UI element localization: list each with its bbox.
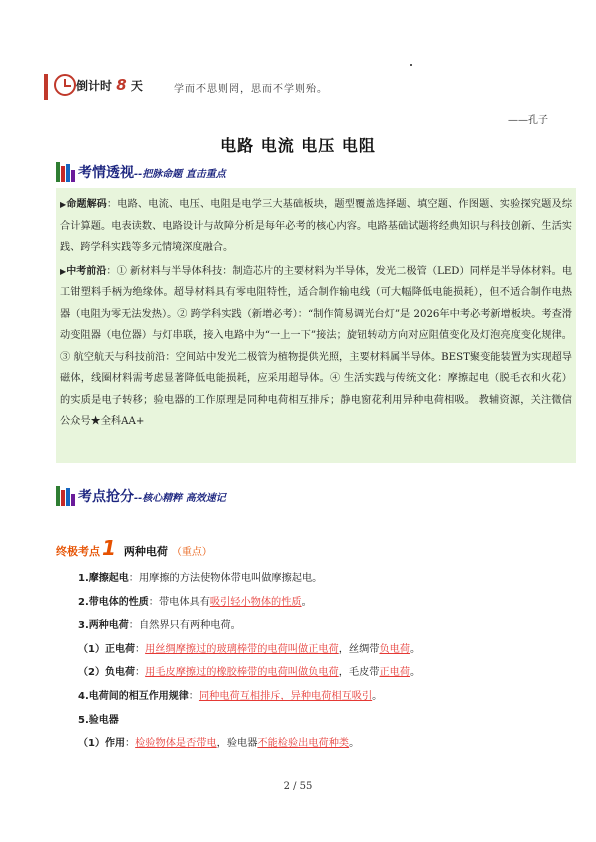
item-text: ： [188, 690, 199, 702]
countdown-text [76, 76, 143, 94]
item-text: ：用摩擦的方法使物体带电叫做摩擦起电。 [128, 573, 323, 584]
list-item [78, 594, 578, 618]
quote-text: 学而不思则罔，思而不学则殆。 [174, 84, 328, 95]
paragraph-text: ：电路、电流、电压、电阻是电学三大基础板块，题型覆盖选择题、填空题、作图题、实验探究题及综合计算题。电表读数、电路设计与故障分析是每年必考的核心内容。电路基础试题将经典知识与科技创新、生活实践、跨学科实践等多元情境深度融合。 [60, 199, 573, 253]
section-title-main: 考点抢分 [78, 489, 134, 505]
quote-author: ——孔子 [508, 115, 548, 126]
analysis-box [56, 188, 576, 463]
countdown-number: 8 [116, 76, 127, 94]
item-label: 3.两种电荷 [78, 620, 129, 632]
item-highlight: 不能检验出电荷种类 [257, 738, 350, 750]
item-text: ： [134, 667, 146, 679]
item-highlight: 吸引轻小物体的性质 [209, 596, 302, 608]
books-icon [56, 160, 76, 182]
analysis-paragraph-1 [60, 194, 572, 259]
analysis-paragraph-2 [60, 261, 572, 433]
list-item [78, 712, 578, 736]
item-text: ，验电器 [216, 738, 258, 750]
item-text: 。 [410, 667, 421, 679]
books-icon [56, 484, 76, 506]
item-text: 。 [349, 738, 360, 750]
page-title: 电路 电流 电压 电阻 [220, 136, 376, 155]
section-title-main: 考情透视 [78, 165, 134, 181]
countdown-badge [44, 72, 154, 100]
list-item [78, 688, 578, 712]
item-label: （1）正电荷 [78, 643, 135, 655]
paragraph-text: ：① 新材料与半导体科技：制造芯片的主要材料为半导体，发光二极管（LED）同样是半导体材料。电工钳塑料手柄为绝缘体。超导材料具有零电阻特性，适合制作输电线（可大幅降低电能损耗），但不适合制作电热器（电阻为零无法发热）。② 跨学科实践（新增必考）：“制作简易调光台灯”是 2026年中考必考新增板块。考查滑动变阻器（电位器）与灯串联，接入电路中为“一上一下”接法；旋钮转动方向对应阻值变化及灯泡亮度变化规律。③ 航空航天与科技前沿：空间站中发光二极管为植物提供光照，主要材料属半导体。BEST聚变能装置为实现超导磁体，线圈材料需考虑显著降低电能损耗，应采用超导体。④ 生活实践与传统文化：摩擦起电（脱毛衣和火花）的实质是电子转移；验电器的工作原理是同种电荷相互排斥；静电窗花利用异种电荷相吸。 教辅资源，关注微信公众号★全科AA+ [60, 265, 573, 427]
knowledge-list [78, 570, 578, 759]
triangle-icon: ▶ [60, 266, 67, 276]
section-subtitle: --把脉命题 直击重点 [134, 169, 226, 180]
list-item [78, 735, 578, 759]
item-text: ： [124, 738, 136, 750]
exam-point-heading [56, 536, 212, 560]
item-highlight: 同种电荷互相排斥，异种电荷相互吸引 [198, 690, 373, 702]
exam-point-title: 两种电荷 [123, 545, 168, 558]
list-item [78, 641, 578, 665]
paragraph-label: 命题解码 [66, 199, 107, 210]
item-text: 。 [410, 643, 421, 655]
item-text: 。 [372, 690, 383, 702]
triangle-icon: ▶ [60, 200, 67, 209]
exam-point-number: 1 [102, 536, 116, 560]
stray-dot [410, 64, 412, 66]
section-title [78, 162, 226, 182]
section-header-analysis [56, 160, 356, 182]
section-header-points [56, 484, 356, 506]
item-label: （2）负电荷 [78, 667, 135, 679]
section-subtitle: --核心精粹 高效速记 [134, 493, 226, 504]
item-highlight: 负电荷 [379, 643, 411, 655]
clock-icon [54, 74, 76, 96]
item-label: （1）作用 [78, 738, 125, 750]
item-label: 1.摩擦起电 [78, 573, 129, 584]
item-highlight: 检验物体是否带电 [135, 738, 217, 750]
list-item [78, 617, 578, 641]
exam-point-tag: （重点） [171, 547, 212, 558]
countdown-prefix: 倒计时 [76, 79, 113, 93]
item-highlight: 用丝绸摩擦过的玻璃棒带的电荷叫做正电荷 [145, 643, 339, 655]
exam-point-label: 终极考点 [56, 545, 100, 558]
accent-bar [44, 74, 48, 100]
paragraph-label: 中考前沿 [66, 265, 107, 277]
item-text: ： [134, 643, 146, 655]
countdown-unit: 天 [130, 79, 143, 93]
list-item [78, 570, 578, 594]
list-item [78, 664, 578, 688]
item-text: ：带电体具有 [148, 596, 210, 608]
item-highlight: 用毛皮摩擦过的橡胶棒带的电荷叫做负电荷 [145, 667, 339, 679]
item-text: 。 [301, 596, 312, 608]
section-title [78, 486, 226, 506]
item-text: ，毛皮带 [338, 667, 380, 679]
item-label: 5.验电器 [78, 714, 119, 726]
item-label: 4.电荷间的相互作用规律 [78, 690, 189, 702]
item-text: ：自然界只有两种电荷。 [128, 620, 241, 632]
item-text: ，丝绸带 [338, 643, 380, 655]
item-highlight: 正电荷 [379, 667, 411, 679]
page-number: 2 / 55 [283, 781, 313, 792]
item-label: 2.带电体的性质 [78, 596, 149, 608]
